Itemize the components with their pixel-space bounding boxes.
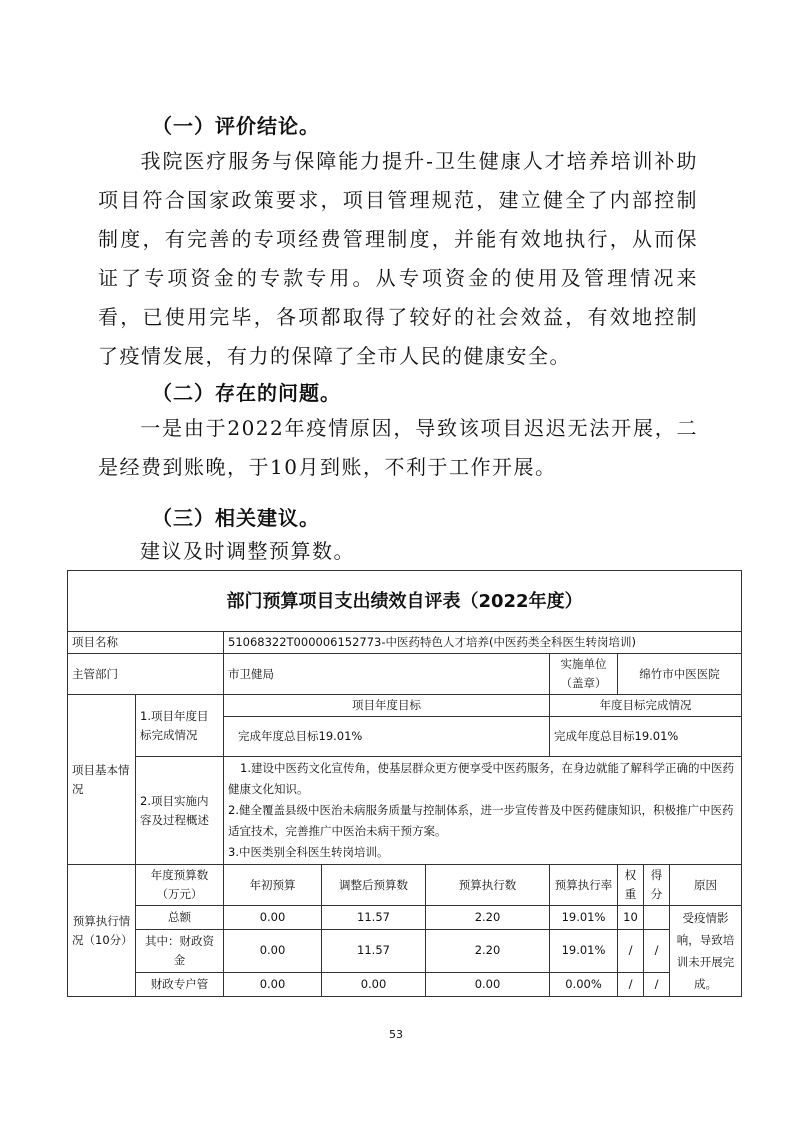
budget-label: 预算执行情况（10分） [68, 865, 136, 997]
budget-header-executed: 预算执行数 [426, 865, 550, 906]
budget-row-executed: 2.20 [426, 906, 550, 930]
goal-completion-header: 年度目标完成情况 [550, 695, 742, 717]
budget-row-score: / [644, 973, 670, 997]
budget-row-weight: / [618, 973, 644, 997]
impl-item: 2.健全覆盖县级中医治未病服务质量与控制体系，进一步宣传普及中医药健康知识，积极推广中医药适宜技术，完善推广中医治未病干预方案。 [228, 803, 734, 838]
budget-row-rate: 19.01% [550, 929, 618, 973]
section-heading-conclusion: （一）评价结论。 [152, 114, 320, 138]
impl-content [224, 757, 742, 865]
budget-header-score: 得分 [644, 865, 670, 906]
budget-row-item: 总额 [136, 906, 224, 930]
goal-completion-text: 完成年度总目标19.01% [550, 717, 742, 757]
budget-row-rate: 19.01% [550, 906, 618, 930]
budget-row-item: 其中：财政资金 [136, 929, 224, 973]
budget-row-adjusted: 0.00 [322, 973, 426, 997]
section-heading-suggestions: （三）相关建议。 [152, 506, 320, 530]
budget-header-rate: 预算执行率 [550, 865, 618, 906]
performance-table [67, 570, 742, 997]
budget-row-adjusted: 11.57 [322, 906, 426, 930]
dept-value: 市卫健局 [224, 654, 550, 695]
budget-row-score [644, 906, 670, 930]
project-name-label: 项目名称 [68, 632, 224, 654]
conclusion-paragraph [98, 142, 698, 376]
budget-header-reason: 原因 [670, 865, 742, 906]
budget-header-weight: 权重 [618, 865, 644, 906]
goal-label: 1.项目年度目标完成情况 [136, 695, 224, 757]
budget-header-item: 年度预算数（万元） [136, 865, 224, 906]
budget-row-weight: 10 [618, 906, 644, 930]
budget-reason: 受疫情影响，导致培训未开展完成。 [670, 906, 742, 997]
basic-info-label: 项目基本情况 [68, 695, 136, 865]
impl-label: 2.项目实施内容及过程概述 [136, 757, 224, 865]
budget-row-item: 财政专户管 [136, 973, 224, 997]
section-heading-problems: （二）存在的问题。 [152, 381, 341, 405]
problems-text: 一是由于2022年疫情原因，导致该项目迟迟无法开展，二是经费到账晚，于10月到账，不利于工作开展。 [98, 416, 698, 479]
budget-header-initial: 年初预算 [224, 865, 322, 906]
goal-text: 完成年度总目标19.01% [224, 717, 550, 757]
page-number: 53 [389, 1028, 403, 1041]
suggestions-text: 建议及时调整预算数。 [140, 539, 355, 563]
conclusion-text: 我院医疗服务与保障能力提升-卫生健康人才培养培训补助项目符合国家政策要求，项目管理规范，建立健全了内部控制制度，有完善的专项经费管理制度，并能有效地执行，从而保证了专项资金的专款专用。从专项资金的使用及管理情况来看，已使用完毕，各项都取得了较好的社会效益，有效地控制了疫情发展，有力的保障了全市人民的健康安全。 [98, 149, 698, 368]
budget-row-score: / [644, 929, 670, 973]
budget-row-initial: 0.00 [224, 929, 322, 973]
problems-paragraph [98, 409, 698, 487]
budget-row-weight: / [618, 929, 644, 973]
budget-row-initial: 0.00 [224, 973, 322, 997]
dept-label: 主管部门 [68, 654, 224, 695]
goal-header: 项目年度目标 [224, 695, 550, 717]
table-title: 部门预算项目支出绩效自评表（2022年度） [68, 571, 742, 632]
suggestions-paragraph [98, 532, 698, 571]
budget-row-initial: 0.00 [224, 906, 322, 930]
budget-header-adjusted: 调整后预算数 [322, 865, 426, 906]
budget-row-adjusted: 11.57 [322, 929, 426, 973]
project-name-value: 51068322T000006152773-中医药特色人才培养(中医药类全科医生转岗培训) [224, 632, 742, 654]
impl-unit-label: 实施单位（盖章） [550, 654, 618, 695]
budget-row-executed: 2.20 [426, 929, 550, 973]
budget-row-rate: 0.00% [550, 973, 618, 997]
budget-row-executed: 0.00 [426, 973, 550, 997]
impl-unit-value: 绵竹市中医医院 [618, 654, 742, 695]
impl-item: 1.建设中医药文化宣传角，使基层群众更方便享受中医药服务，在身边就能了解科学正确的中医药健康文化知识。 [228, 761, 734, 796]
impl-item: 3.中医类别全科医生转岗培训。 [228, 845, 389, 859]
